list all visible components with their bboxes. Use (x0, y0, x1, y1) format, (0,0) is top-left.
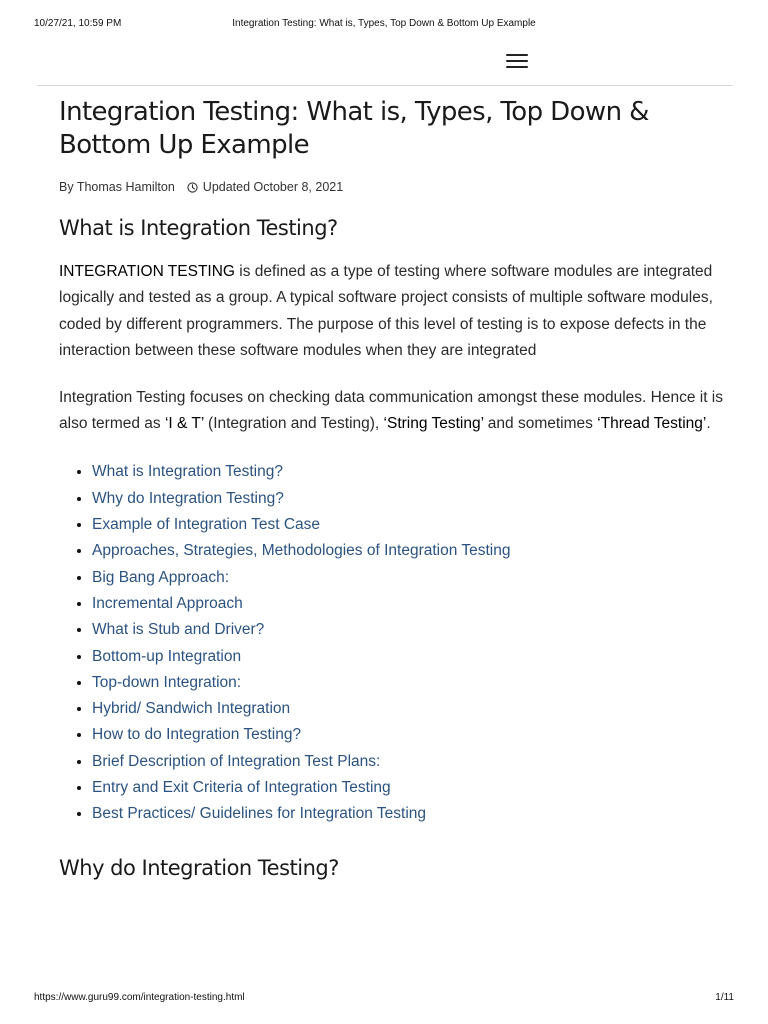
toc-link-example[interactable]: Example of Integration Test Case (92, 516, 321, 534)
intro-paragraph (59, 259, 729, 365)
toc-item (92, 617, 729, 643)
byline (59, 178, 729, 196)
section-heading-why-do: Why do Integration Testing? (59, 855, 339, 880)
toc-link-entry-exit[interactable]: Entry and Exit Criteria of Integration Testing (92, 779, 391, 796)
term-thread-testing: ‘Thread Testing’ (597, 415, 707, 433)
toc-item (92, 749, 729, 775)
print-page-number: 1/11 (715, 992, 734, 1003)
toc-link-approaches[interactable]: Approaches, Strategies, Methodologies of Integration Testing (92, 542, 511, 560)
print-url: https://www.guru99.com/integration-testing.html (34, 992, 245, 1003)
author: By Thomas Hamilton (59, 180, 175, 194)
article-title: Integration Testing: What is, Types, Top Down & Bottom Up Example (59, 97, 649, 160)
toc-link-hybrid[interactable]: Hybrid/ Sandwich Integration (92, 700, 291, 718)
table-of-contents (59, 459, 729, 827)
toc-link-stub-driver[interactable]: What is Stub and Driver? (92, 621, 265, 639)
clock-icon (187, 182, 198, 193)
toc-link-top-down[interactable]: Top-down Integration: (92, 673, 242, 691)
toc-link-what-is[interactable]: What is Integration Testing? (92, 463, 283, 481)
focus-paragraph (59, 385, 729, 438)
hamburger-menu-icon[interactable] (506, 52, 528, 70)
print-datetime: 10/27/21, 10:59 PM (34, 18, 122, 29)
toc-item (92, 486, 729, 512)
toc-item (92, 801, 729, 827)
section-heading-what-is: What is Integration Testing? (59, 216, 338, 240)
toc-item (92, 722, 729, 748)
toc-item (92, 644, 729, 670)
focus-text-c: and sometimes (483, 415, 598, 433)
focus-text-d: . (706, 415, 711, 433)
toc-item (92, 459, 729, 485)
print-header (0, 18, 768, 32)
focus-text-b: (Integration and Testing), (203, 415, 384, 433)
focus-text-a: Integration Testing focuses on checking data communication amongst these modules. Hence it is also termed as (59, 388, 724, 433)
toc-item (92, 775, 729, 801)
print-page-title: Integration Testing: What is, Types, Top Down & Bottom Up Example (232, 18, 536, 29)
header-divider (37, 85, 733, 86)
toc-link-big-bang[interactable]: Big Bang Approach: (92, 568, 230, 586)
toc-item (92, 696, 729, 722)
toc-link-bottom-up[interactable]: Bottom-up Integration (92, 647, 242, 665)
toc-item (92, 538, 729, 564)
term-string-testing: ‘String Testing’ (383, 415, 484, 433)
toc-link-incremental[interactable]: Incremental Approach (92, 594, 243, 612)
updated-date: Updated October 8, 2021 (202, 180, 344, 194)
toc-item (92, 512, 729, 538)
toc-link-test-plans[interactable]: Brief Description of Integration Test Plans: (92, 752, 381, 770)
term-i-and-t: ‘I & T’ (164, 415, 204, 433)
intro-text: is defined as a type of testing where software modules are integrated logically and tested as a group. A typical software project consists of multiple software modules, coded by different programmers. The purpose of this level of testing is to expose defects in the interaction between these software modules when they are integrated (59, 263, 713, 360)
toc-link-how-to[interactable]: How to do Integration Testing? (92, 726, 302, 744)
toc-item (92, 565, 729, 591)
term-integration-testing: INTEGRATION TESTING (59, 263, 235, 280)
toc-link-why-do[interactable]: Why do Integration Testing? (92, 489, 284, 507)
toc-item (92, 670, 729, 696)
toc-item (92, 591, 729, 617)
print-footer (0, 992, 768, 1006)
article (59, 96, 729, 882)
toc-link-best-practices[interactable]: Best Practices/ Guidelines for Integration Testing (92, 805, 426, 823)
